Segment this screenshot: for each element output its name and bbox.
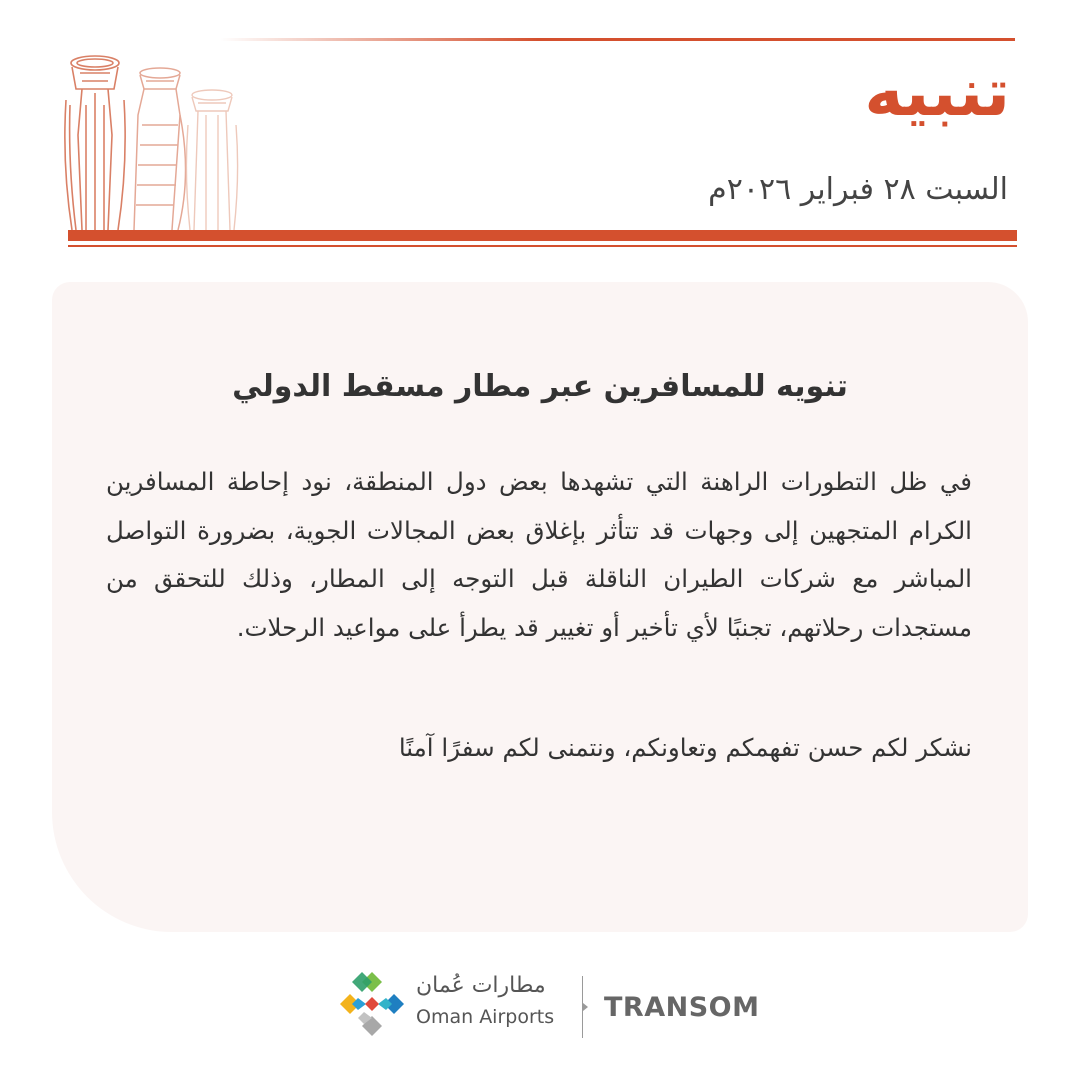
divider-tick-icon — [583, 1003, 588, 1011]
notice-heading: تنويه للمسافرين عبر مطار مسقط الدولي — [232, 369, 848, 404]
oman-airports-arabic-name: مطارات عُمان — [416, 973, 546, 998]
notice-body: في ظل التطورات الراهنة التي تشهدها بعض دول المنطقة، نود إحاطة المسافرين الكرام المتجهين إلى وجهات قد تتأثر بإغلاق بعض المجالات الجوية، بضرورة التواصل المباشر مع شركات الطيران الناقلة قبل التوجه إلى المطار، وذلك للتحقق من مستجدات رحلاتهم، تجنبًا لأي تأخير أو تغيير قد يطرأ على مواعيد الرحلات. — [106, 467, 972, 642]
notice-date: السبت ٢٨ فبراير ٢٠٢٦م — [708, 172, 1008, 207]
notice-closing: نشكر لكم حسن تفهمكم وتعاونكم، ونتمنى لكم سفرًا آمنًا — [398, 733, 972, 762]
page-title: تنبيه — [864, 54, 1010, 131]
header-divider — [68, 230, 1017, 241]
oman-airports-english-name: Oman Airports — [416, 1006, 555, 1028]
control-towers-illustration — [60, 45, 250, 235]
header-divider-thin — [68, 245, 1017, 247]
header-top-line — [220, 38, 1015, 41]
oman-airports-logo-mark — [336, 968, 408, 1040]
partner-logo-transom: TRANSOM — [604, 992, 760, 1023]
